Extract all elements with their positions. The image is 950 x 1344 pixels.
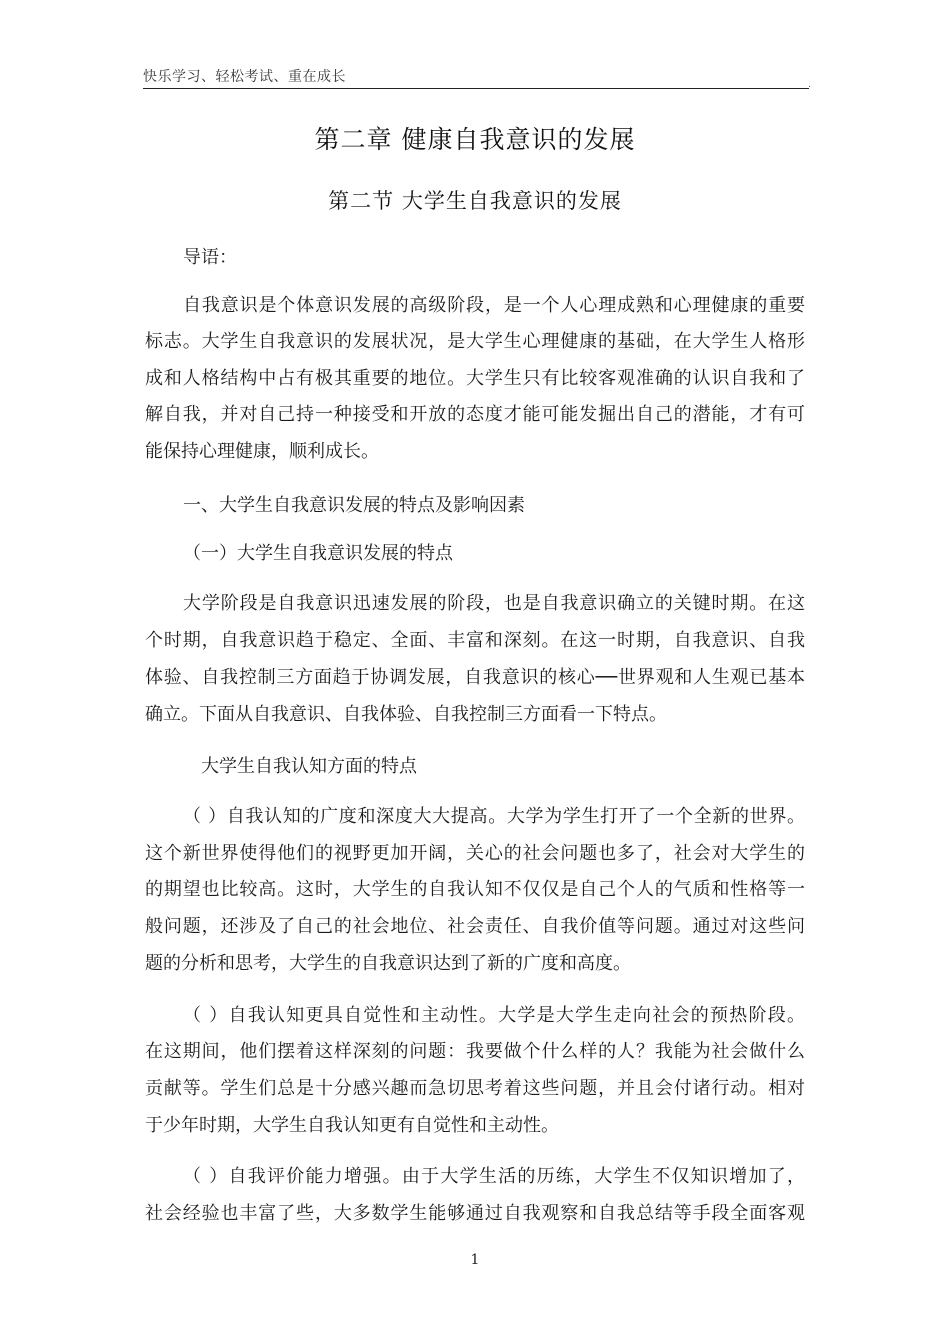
header-mark: . <box>808 80 811 90</box>
section-title: 第二节 大学生自我意识的发展 <box>328 189 622 213</box>
paragraph-line: 这个新世界使得他们的视野更加开阔，关心的社会问题也多了，社会对大学生的 <box>145 843 805 864</box>
paragraph-line: 般问题，还涉及了自己的社会地位、社会责任、自我价值等问题。通过对这些问 <box>145 916 805 937</box>
heading-level-2: （一）大学生自我意识发展的特点 <box>183 543 453 564</box>
paragraph-line: （ ）自我评价能力增强。由于大学生活的历练，大学生不仅知识增加了， <box>183 1166 805 1187</box>
paragraph-line: 标志。大学生自我意识的发展状况，是大学生心理健康的基础，在大学生人格形 <box>145 331 805 352</box>
header-text: 快乐学习、轻松考试、重在成长 <box>143 69 346 85</box>
heading-level-1: 一、大学生自我意识发展的特点及影响因素 <box>183 495 525 516</box>
paragraph-line: 解自我，并对自己持一种接受和开放的态度才能可能发掘出自己的潜能，才有可 <box>145 404 805 425</box>
paragraph-line: （ ）自我认知更具自觉性和主动性。大学是大学生走向社会的预热阶段。 <box>183 1005 805 1026</box>
paragraph-line: 成和人格结构中占有极其重要的地位。大学生只有比较客观准确的认识自我和了 <box>145 368 805 389</box>
paragraph-line: 个时期，自我意识趋于稳定、全面、丰富和深刻。在这一时期，自我意识、自我 <box>145 630 805 651</box>
paragraph-line: 体验、自我控制三方面趋于协调发展，自我意识的核心──世界观和人生观已基本 <box>145 667 805 688</box>
paragraph-line: 确立。下面从自我意识、自我体验、自我控制三方面看一下特点。 <box>145 704 667 725</box>
paragraph-line: （ ）自我认知的广度和深度大大提高。大学为学生打开了一个全新的世界。 <box>183 806 805 827</box>
paragraph-line: 能保持心理健康，顺利成长。 <box>145 441 379 462</box>
paragraph-line: 大学阶段是自我意识迅速发展的阶段，也是自我意识确立的关键时期。在这 <box>183 593 805 614</box>
paragraph-line: 的期望也比较高。这时，大学生的自我认知不仅仅是自己个人的气质和性格等一 <box>145 879 805 900</box>
chapter-title: 第二章 健康自我意识的发展 <box>314 125 636 154</box>
header-rule <box>143 88 809 89</box>
paragraph-line: 于少年时期，大学生自我认知更有自觉性和主动性。 <box>145 1115 559 1136</box>
paragraph-line: 自我意识是个体意识发展的高级阶段，是一个人心理成熟和心理健康的重要 <box>183 295 805 316</box>
paragraph-line: 在这期间，他们摆着这样深刻的问题：我要做个什么样的人？我能为社会做什么 <box>145 1041 805 1062</box>
paragraph-line: 贡献等。学生们总是十分感兴趣而急切思考着这些问题，并且会付诸行动。相对 <box>145 1078 805 1099</box>
page-header <box>143 66 811 90</box>
paragraph-line: 题的分析和思考，大学生的自我意识达到了新的广度和高度。 <box>145 953 631 974</box>
intro-label: 导语： <box>183 247 237 268</box>
page-number: 1 <box>470 1252 480 1268</box>
paragraph-line: 社会经验也丰富了些，大多数学生能够通过自我观察和自我总结等手段全面客观 <box>145 1203 805 1224</box>
heading-level-3: 大学生自我认知方面的特点 <box>201 756 417 777</box>
